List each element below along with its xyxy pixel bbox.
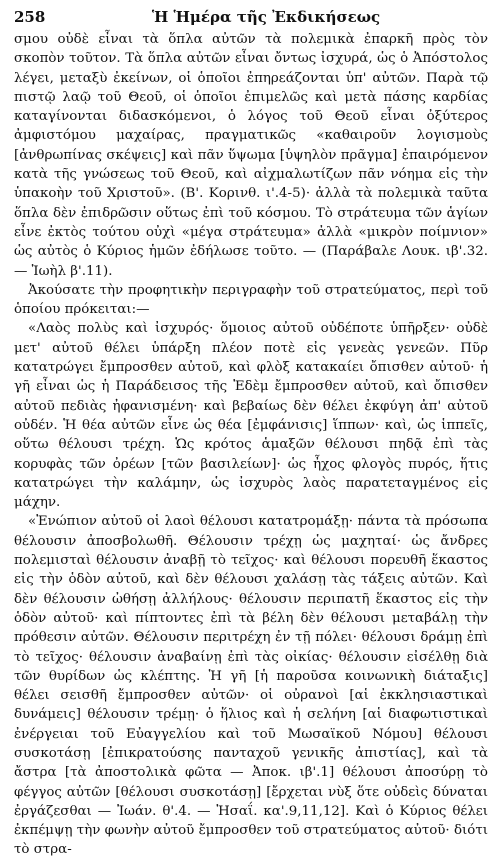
- running-title: Ἡ Ἡμέρα τῆς Ἐκδικήσεως: [151, 8, 381, 26]
- page-number: 258: [14, 8, 46, 26]
- paragraph: «Λαὸς πολὺς καὶ ἰσχυρός· ὅμοιος αὐτοῦ οὐδέποτε ὑπῆρξεν· οὐδὲ μετ' αὐτοῦ θέλει ὑπάρξη πλέον ποτὲ εἰς γενεὰς γενεῶν. Πῦρ κατατρώγει ἔμπροσθεν αὐτοῦ, καὶ φλὸξ κατακαίει ὄπισθεν αὐτοῦ· ἡ γῆ εἶναι ὡς ἡ Παράδεισος τῆς Ἐδὲμ ἔμπροσθεν αὐτοῦ, καὶ ὄπισθεν αὐτοῦ πεδιὰς ἠφανισμένη· καὶ βεβαίως δὲν θέλει ἐκφύγη ἀπ' αὐτοῦ οὐδέν. Ἡ θέα αὐτῶν εἶνε ὡς θέα [ἐμφάνισις] ἵππων· καὶ, ὡς ἱππεῖς, οὕτω θέλουσι τρέχη. Ὡς κρότος ἁμαξῶν θέλουσι πηδᾷ ἐπὶ τὰς κορυφὰς τῶν ὀρέων [τῶν βασιλείων]· ὡς ἦχος φλογὸς πυρός, ἥτις κατατρώγει τὴν καλάμην, ὡς ἰσχυρὸς λαὸς παρατεταγμένος εἰς μάχην.: [14, 321, 488, 511]
- paragraph: Ἀκούσατε τὴν προφητικὴν περιγραφὴν τοῦ στρατεύματος, περὶ τοῦ ὁποίου πρόκειται:—: [14, 282, 488, 318]
- paragraph: «Ἐνώπιον αὐτοῦ οἱ λαοὶ θέλουσι κατατρομάξῃ· πάντα τὰ πρόσωπα θέλουσιν ἀποσβολωθῆ. Θέλουσιν τρέχῃ ὡς μαχηταί· ὡς ἄνδρες πολεμισταὶ θέλουσιν ἀναβῇ τὸ τεῖχος· καὶ θέλουσι πορευθῆ ἕκαστος εἰς τὴν ὁδὸν αὐτοῦ, καὶ δὲν θέλουσι χαλάσῃ τὰς τάξεις αὐτῶν. Καὶ δὲν θέλουσιν ὠθήσῃ ἀλλήλους· θέλουσιν περιπατῆ ἕκαστος εἰς τὴν ὁδὸν αὐτοῦ· καὶ πίπτοντες ἐπὶ τὰ βέλη δὲν θέλουσι μεταβάλῃ τὴν πρόθεσιν αὐτῶν. Θέλουσιν περιτρέχη ἐν τῇ πόλει· θέλουσι δράμῃ ἐπὶ τὸ τεῖχος· θέλουσιν ἀναβαίνῃ ἐπὶ τὰς οἰκίας· θέλουσιν εἰσέλθῃ διὰ τῶν θυρίδων ὡς κλέπτης. Ἡ γῆ [ἡ παροῦσα κοινωνικὴ διάταξις] θέλει σεισθῆ ἔμπροσθεν αὐτῶν· οἱ οὐρανοὶ [αἱ ἐκκλησιαστικαὶ δυνάμεις] θέλουσιν τρέμῃ· ὁ ἥλιος καὶ ἡ σελήνη [αἱ διαφωτιστικαὶ ἐνέργειαι τοῦ Εὐαγγελίου καὶ τοῦ Μωσαϊκοῦ Νόμου] θέλουσι συσκοτάσῃ [ἐπικρατούσης πανταχοῦ γενικῆς ἀπιστίας], καὶ τὰ ἄστρα [τὰ ἀποστολικὰ φῶτα — Ἀποκ. ιβ'.1] θέλουσι ἀποσύρῃ τὸ φέγγος αὐτῶν [θέλουσι συσκοτάσῃ] [ἔρχεται νὺξ ὅτε οὐδεὶς δύναται ἐργάζεσθαι — Ἰωάν. θ'.4. — Ἠσαΐ. κα'.9,11,12]. Καὶ ὁ Κύριος θέλει ἐκπέμψῃ τὴν φωνὴν αὐτοῦ ἔμπροσθεν τοῦ στρατεύματος αὐτοῦ· διότι τὸ στρα-: [14, 514, 488, 858]
- paragraph: σμου οὐδὲ εἶναι τὰ ὅπλα αὐτῶν τὰ πολεμικὰ ἐπαρκῆ πρὸς τὸν σκοπὸν τοῦτον. Τὰ ὅπλα αὐτῶν εἶναι ὄντως ἰσχυρά, ὡς ὁ Ἀπόστολος λέγει, μεταξὺ ἐκείνων, οἱ ὁποῖοι ἐπηρεάζονται ὑπ' αὐτῶν. Παρὰ τῷ πιστῷ λαῷ τοῦ Θεοῦ, οἱ ὁποῖοι ἐπιμελῶς καὶ μετὰ πάσης καρδίας καταγίνονται διδασκόμενοι, ὁ λόγος τοῦ Θεοῦ εἶναι ὀξύτερος ἀμφιστόμου μαχαίρας, πραγματικῶς «καθαιροῦν λογισμοὺς [ἀνθρωπίνας σκέψεις] καὶ πᾶν ὕψωμα [ὑψηλὸν πρᾶγμα] ἐπαιρόμενον κατὰ τῆς γνώσεως τοῦ Θεοῦ, καὶ αἰχμαλωτίζων πᾶν νόημα εἰς τὴν ὑπακοὴν τοῦ Χριστοῦ». (Β'. Κορινθ. ι'.4-5)· ἀλλὰ τὰ πολεμικὰ ταῦτα ὅπλα δὲν ἐπιδρῶσιν οὕτως ἐπὶ τοῦ κόσμου. Τὸ στράτευμα τῶν ἁγίων εἶνε ἐκτὸς τούτου οὐχὶ «μέγα στράτευμα» ἀλλὰ «μικρὸν ποίμνιον» ὡς αὐτὸς ὁ Κύριος ἡμῶν ἐδήλωσε τοῦτο. — (Παράβαλε Λουκ. ιβ'.32. — Ἰωὴλ β'.11).: [14, 32, 488, 279]
- page-header: [14, 6, 488, 28]
- document-page: [14, 6, 488, 858]
- body-text: [14, 30, 488, 860]
